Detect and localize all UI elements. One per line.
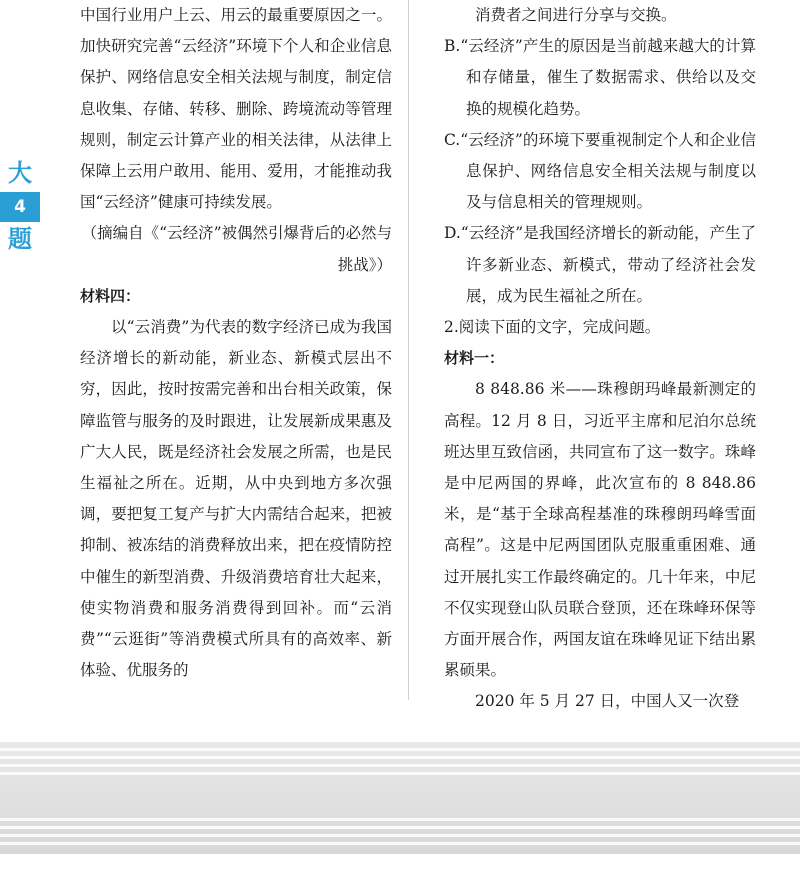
footer-stripe [0,826,800,829]
footer-band [0,742,800,854]
material-one-paragraph-next: 2020 年 5 月 27 日，中国人又一次登 [475,692,740,711]
column-divider [408,0,409,700]
section-side-tab [0,152,40,258]
footer-stripe [0,748,800,751]
option-a-continuation: 消费者之间进行分享与交换。 [475,6,677,24]
footer-stripe [0,834,800,837]
footer-stripe [0,756,800,759]
left-column [80,0,392,686]
option-c: C.“云经济”的环境下要重视制定个人和企业信息保护、网络信息安全相关法规与制度以及与信息相关的管理规则。 [444,130,756,212]
footer-stripe [0,842,800,845]
right-column [444,0,756,718]
side-tab-number: 4 [0,192,40,222]
footer-stripe [0,818,800,821]
material-four-heading: 材料四： [80,286,141,305]
question-two: 2.阅读下面的文字，完成问题。 [444,318,661,337]
material-four-paragraph: 以“云消费”为代表的数字经济已成为我国经济增长的新动能，新业态、新模式层出不穷，因此，按时按需完善和出台相关政策，保障监管与服务的及时跟进，让发展新成果惠及广大人民，既是经济社会发展之所需，也是民生福祉之所在。近期，从中央到地方多次强调，要把复工复产与扩大内需结合起来，把被抑制、被冻结的消费释放出来，把在疫情防控中催生的新型消费、升级消费培育壮大起来，使实物消费和服务消费得到回补。而“云消费”“云逛街”等消费模式所具有的高效率、新体验、优服务的 [80,318,392,680]
option-b: B.“云经济”产生的原因是当前越来越大的计算和存储量，催生了数据需求、供给以及交换的规模化趋势。 [444,37,756,118]
side-tab-char-da: 大 [8,159,32,187]
source-citation: （摘编自《“云经济”被偶然引爆背后的必然与挑战》） [81,224,392,274]
material-one-paragraph: 8 848.86 米——珠穆朗玛峰最新测定的高程。12 月 8 日，习近平主席和尼泊尔总统班达里互致信函，共同宣布了这一数字。珠峰是中尼两国的界峰，此次宣布的 8 848.86 米，是“基于全球高程基准的珠穆朗玛峰雪面高程”。这是中尼两国团队克服重重困难、通过开展扎实工作最终确定的。几十年来，中尼不仅实现登山队员联合登顶，还在珠峰环保等方面开展合作，两国友谊在珠峰见证下结出累累硕果。 [444,380,756,680]
material-one-heading: 材料一： [444,349,505,368]
footer-stripe [0,772,800,775]
footer-stripe [0,764,800,767]
option-d: D.“云经济”是我国经济增长的新动能，产生了许多新业态、新模式，带动了经济社会发展，成为民生福祉之所在。 [444,224,756,305]
side-tab-char-ti: 题 [8,225,32,253]
material-three-paragraph: 中国行业用户上云、用云的最重要原因之一。加快研究完善“云经济”环境下个人和企业信息保护、网络信息安全相关法规与制度，制定信息收集、存储、转移、删除、跨境流动等管理规则，制定云计算产业的相关法律，从法律上保障上云用户敢用、能用、爱用，才能推动我国“云经济”健康可持续发展。 [80,6,392,212]
